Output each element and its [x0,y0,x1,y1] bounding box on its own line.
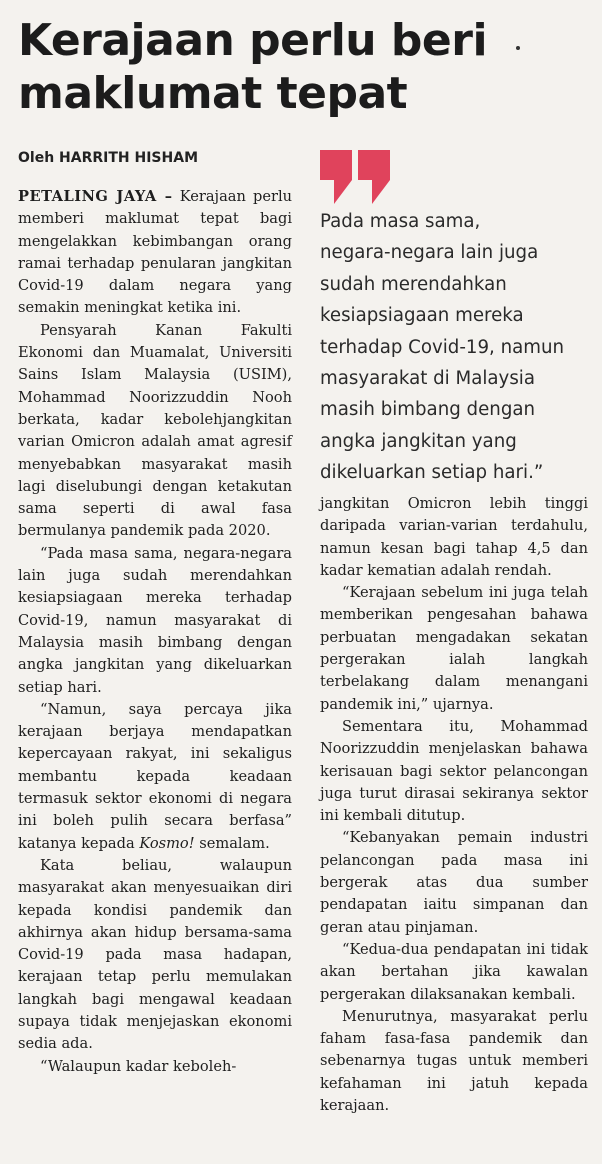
pull-quote-line: dikeluarkan setiap hari.” [320,462,544,484]
pull-quote [320,206,590,489]
pull-quote-line: negara-negara lain juga [320,242,539,264]
paragraph: “Kebanyakan pemain industri pelancongan pada masa ini bergerak atas dua sumber pendapatan iaitu simpanan dan geran atau pinjaman. [320,829,588,936]
byline [18,150,198,166]
byline-prefix: Oleh [18,150,55,166]
pull-quote-line: angka jangkitan yang [320,430,517,452]
paragraph-text: “Namun, saya percaya jika kerajaan berjaya mendapatkan kepercayaan rakyat, ini sekaligus membantu kepada keadaan termasuk sektor ekonomi di negara ini boleh pulih secara berfasa” katanya kepada [18,700,292,852]
pull-quote-line: masyarakat di Malaysia [320,368,535,390]
paragraph: “Walaupun kadar keboleh- [40,1057,237,1075]
dateline: PETALING JAYA – [18,188,173,205]
paragraph: Menurutnya, masyarakat perlu faham fasa-fasa pandemik dan sebenarnya tugas untuk memberi kefahaman ini jatuh kepada kerajaan. [320,1007,588,1115]
publication-name: Kosmo! [139,834,195,852]
column-right [320,493,588,1117]
paragraph [18,186,292,320]
pull-quote-line: sudah merendahkan [320,273,507,295]
paragraph [18,699,292,855]
paragraph: “Pada masa sama, negara-negara lain juga sudah merendahkan kesiapsiagaan mereka terhadap Covid-19, namun masyarakat di Malaysia masih bimbang dengan angka jangkitan yang dikeluarkan setiap hari. [18,544,292,696]
column-left [18,186,292,1078]
pull-quote-line: kesiapsiagaan mereka [320,305,524,327]
author-name: HARRITH HISHAM [59,150,199,166]
paragraph-text: semalam. [194,834,270,852]
paragraph: “Kedua-dua pendapatan ini tidak akan bertahan jika kawalan pergerakan dilaksanakan kembali. [320,940,588,1003]
headline [18,14,578,120]
headline-line-1: Kerajaan perlu beri [18,15,488,66]
pull-quote-line: masih bimbang dengan [320,399,536,421]
paragraph-text: Kerajaan perlu memberi maklumat tepat bagi mengelakkan kebimbangan orang ramai terhadap penularan jangkitan Covid-19 dalam negara yang semakin meningkat ketika ini. [18,188,293,317]
pull-quote-line: Pada masa sama, [320,211,481,232]
paragraph: jangkitan Omicron lebih tinggi daripada varian-varian terdahulu, namun kesan bagi tahap 4,5 dan kadar kematian adalah rendah. [320,495,588,579]
quote-mark-icon [320,150,392,206]
paragraph: “Kerajaan sebelum ini juga telah memberikan pengesahan bahawa perbuatan mengadakan sekatan pergerakan ialah langkah terbelakang dalam menangani pandemik ini,” ujarnya. [320,584,588,713]
paragraph: Pensyarah Kanan Fakulti Ekonomi dan Muamalat, Universiti Sains Islam Malaysia (USIM), Mohammad Noorizzuddin Nooh berkata, kadar kebolehjangkitan varian Omicron adalah amat agresif menyebabkan masyarakat masih lagi diselubungi dengan ketakutan sama seperti di awal fasa bermulanya pandemik pada 2020. [18,321,292,540]
print-speck [516,46,520,50]
pull-quote-line: terhadap Covid-19, namun [320,336,565,358]
paragraph: Sementara itu, Mohammad Noorizzuddin menjelaskan bahawa kerisauan bagi sektor pelancongan juga turut dirasai sekiranya sektor ini kembali ditutup. [320,717,588,825]
paragraph: Kata beliau, walaupun masyarakat akan menyesuaikan diri kepada kondisi pandemik dan akhirnya akan hidup bersama-sama Covid-19 pada masa hadapan, kerajaan tetap perlu memulakan langkah bagi mengawal keadaan supaya tidak menjejaskan ekonomi sedia ada. [18,856,292,1053]
headline-line-2: maklumat tepat [18,68,408,119]
